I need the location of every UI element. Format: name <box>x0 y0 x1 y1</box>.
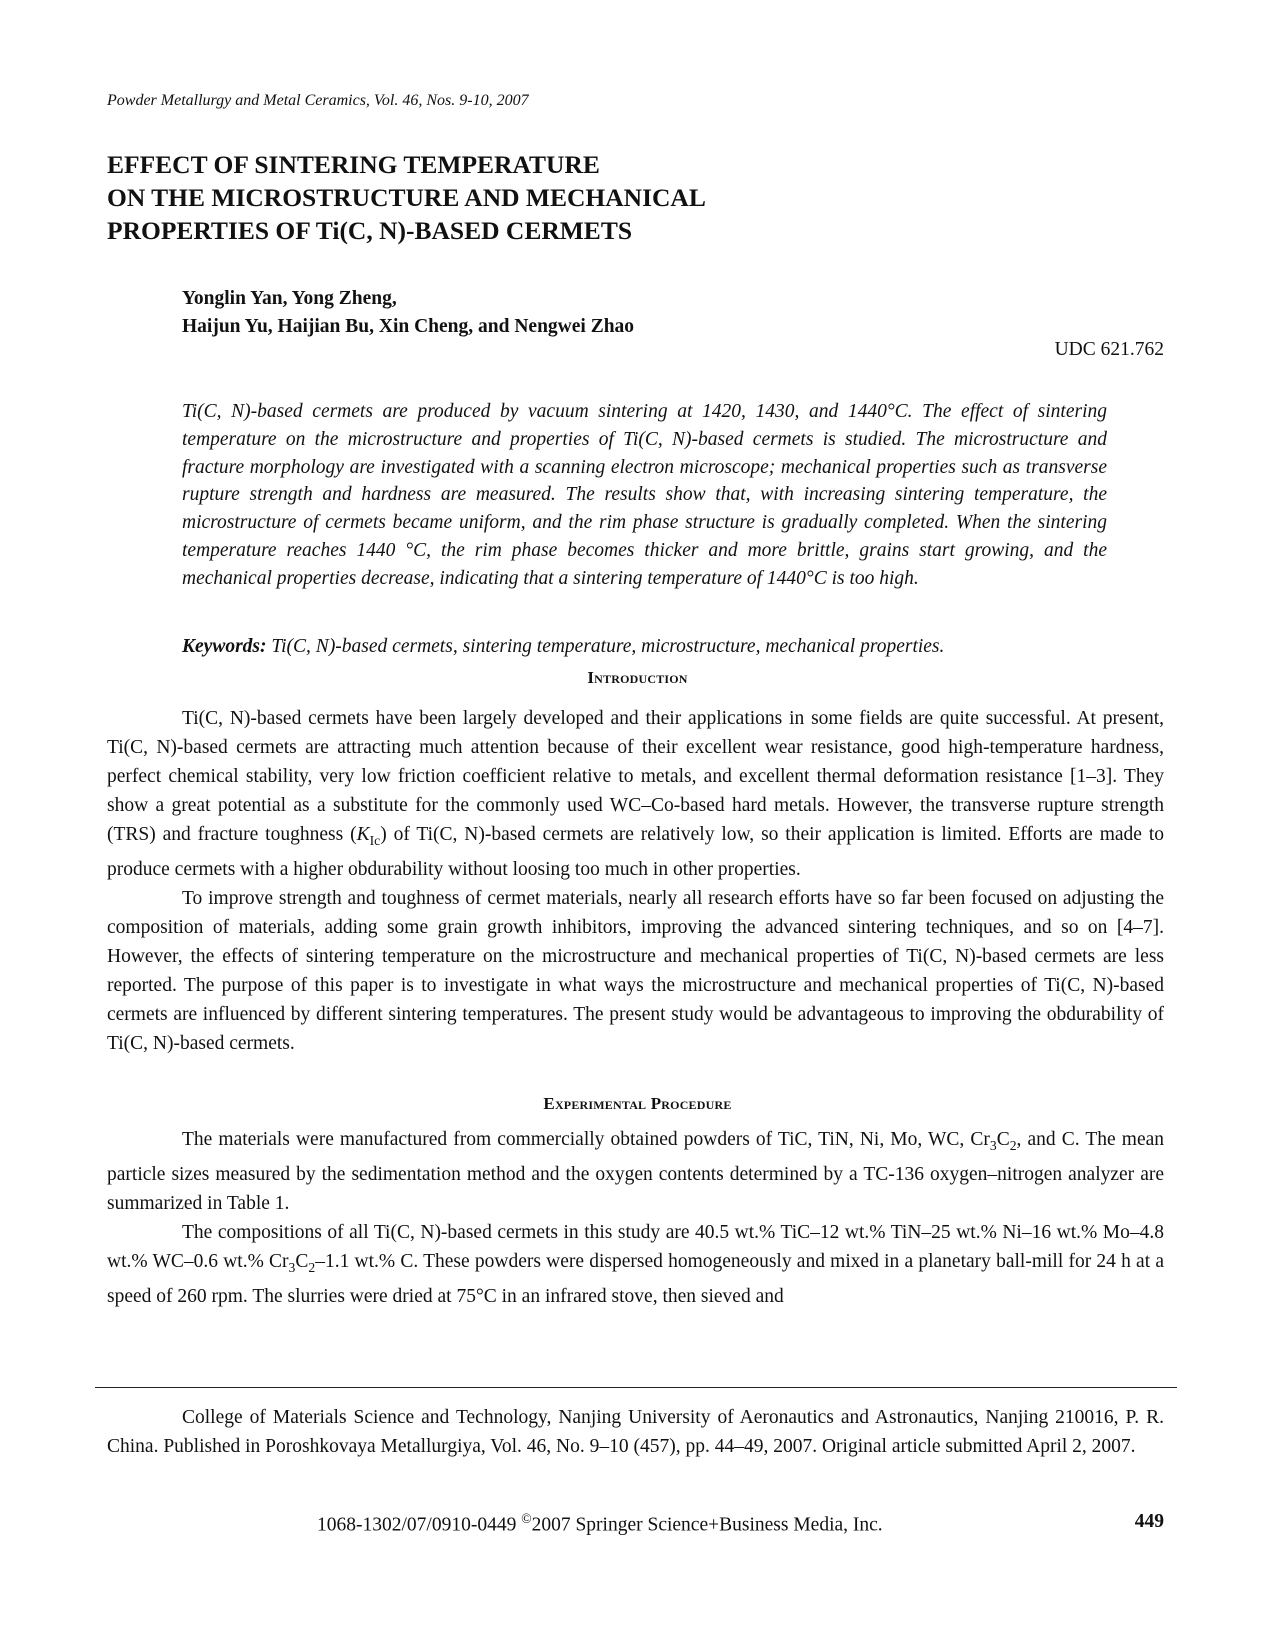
page-number: 449 <box>1134 1511 1164 1532</box>
subscript: 3 <box>989 1137 997 1153</box>
affiliation-footnote <box>107 1403 1164 1461</box>
experimental-paragraph-1 <box>107 1125 1164 1218</box>
keywords-text: Ti(C, N)-based cermets, sintering temperature, microstructure, mechanical properties. <box>271 636 945 657</box>
subscript: 2 <box>308 1259 316 1275</box>
author-line: Yonglin Yan, Yong Zheng, <box>182 288 397 309</box>
abstract-text: Ti(C, N)-based cermets are produced by vacuum sintering at 1420, 1430, and 1440°C. The effect of sintering temperature on the microstructure and properties of Ti(C, N)-based cermets is studied. The microstructure and fracture morphology are investigated with a scanning electron microscope; mechanical properties such as transverse rupture strength and hardness are measured. The results show that, with increasing sintering temperature, the microstructure of cermets became uniform, and the rim phase structure is gradually completed. When the sintering temperature reaches 1440 °C, the rim phase becomes thicker and more brittle, grains start growing, and the mechanical properties decrease, indicating that a sintering temperature of 1440°C is too high. <box>182 401 1107 589</box>
abstract <box>182 398 1107 593</box>
paragraph-text: Ti(C, N)-based cermets have been largely developed and their applications in some fields are quite successful. At present, Ti(C, N)-based cermets are attracting much attention because of their excellent wear resistance, good high-temperature hardness, perfect chemical stability, very low friction coefficient relative to metals, and excellent thermal deformation resistance [1–3]. They show a great potential as a substitute for the commonly used WC–Co-based hard metals. However, the transverse rupture strength (TRS) and fracture toughness ( <box>107 708 1164 845</box>
experimental-heading: Experimental Procedure <box>543 1094 732 1113</box>
paragraph-text: , and C. The mean particle sizes measured by the sedimentation method and the oxygen contents determined by a TC-136 oxygen–nitrogen analyzer are summarized in Table 1. <box>107 1129 1165 1214</box>
paragraph-text: C <box>295 1250 309 1272</box>
copyright-symbol: © <box>521 1511 532 1526</box>
copyright-line <box>317 1511 883 1537</box>
title-line: EFFECT OF SINTERING TEMPERATURE <box>107 150 600 179</box>
introduction-heading: Introduction <box>587 668 688 687</box>
paragraph-text: The compositions of all Ti(C, N)-based cermets in this study are 40.5 wt.% TiC–12 wt.% TiN–25 wt.% Ni–16 wt.% Mo–4.8 wt.% WC–0.6 wt.% Cr <box>107 1221 1164 1272</box>
publisher: 2007 Springer Science+Business Media, Inc. <box>531 1514 883 1536</box>
article-title <box>107 148 706 247</box>
k-subscript: Ic <box>369 832 381 848</box>
footnote-divider <box>95 1387 1177 1388</box>
keywords <box>182 636 1107 658</box>
experimental-paragraph-2 <box>107 1218 1164 1311</box>
introduction-paragraph-2: To improve strength and toughness of cermet materials, nearly all research efforts have so far been focused on adjusting the composition of materials, adding some grain growth inhibitors, improving the advanced sintering techniques, and so on [4–7]. However, the effects of sintering temperature on the microstructure and mechanical properties of Ti(C, N)-based cermets are less reported. The purpose of this paper is to investigate in what ways the microstructure and mechanical properties of Ti(C, N)-based cermets are influenced by different sintering temperatures. The present study would be advantageous to improving the obdurability of Ti(C, N)-based cermets. <box>107 887 1164 1054</box>
subscript: 2 <box>1009 1137 1017 1153</box>
author-list <box>182 285 634 341</box>
udc-code: UDC 621.762 <box>1054 339 1164 360</box>
title-line: PROPERTIES OF Ti(C, N)-BASED CERMETS <box>107 216 633 245</box>
title-line: ON THE MICROSTRUCTURE AND MECHANICAL <box>107 183 706 212</box>
keywords-label: Keywords: <box>182 636 267 657</box>
issn-code: 1068-1302/07/0910-0449 <box>317 1514 522 1536</box>
paragraph-text: –1.1 wt.% C. These powders were dispersed homogeneously and mixed in a planetary ball-mill for 24 h at a speed of 260 rpm. The slurries were dried at 75°C in an infrared stove, then sieved and <box>107 1250 1164 1307</box>
subscript: 3 <box>288 1259 296 1275</box>
paragraph-text: The materials were manufactured from commercially obtained powders of TiC, TiN, Ni, Mo, WC, Cr <box>182 1129 990 1150</box>
k-symbol: K <box>356 824 370 845</box>
experimental-body <box>107 1125 1164 1311</box>
introduction-body <box>107 704 1164 1058</box>
footnote-text: College of Materials Science and Technology, Nanjing University of Aeronautics and Astronautics, Nanjing 210016, P. R. China. Published in Poroshkovaya Metallurgiya, Vol. 46, No. 9–10 (457), pp. 44–49, 2007. Original article submitted April 2, 2007. <box>107 1407 1164 1457</box>
introduction-paragraph-1 <box>107 704 1164 884</box>
paragraph-text: ) of Ti(C, N)-based cermets are relatively low, so their application is limited. Efforts are made to produce cermets with a higher obdurability without loosing too much in other properties. <box>107 824 1164 880</box>
author-line: Haijun Yu, Haijian Bu, Xin Cheng, and Nengwei Zhao <box>182 316 635 337</box>
journal-citation: Powder Metallurgy and Metal Ceramics, Vol. 46, Nos. 9-10, 2007 <box>107 92 529 109</box>
paragraph-text: C <box>996 1129 1010 1150</box>
